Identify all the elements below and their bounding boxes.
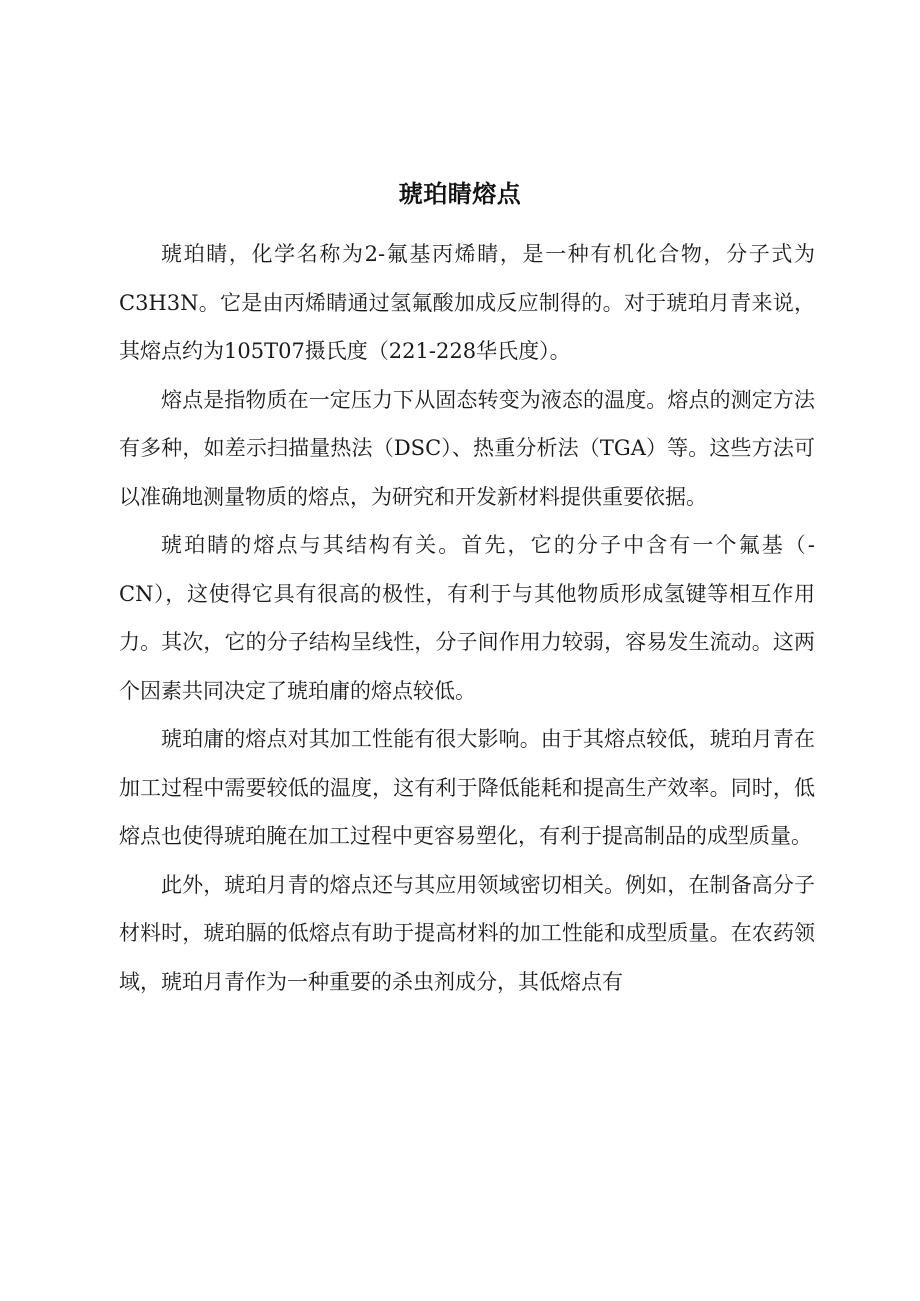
paragraph-5: 此外，琥珀月青的熔点还与其应用领域密切相关。例如，在制备高分子材料时，琥珀膈的低熔点有助于提高材料的加工性能和成型质量。在农药领域，琥珀月青作为一种重要的杀虫剂成分，其低熔点有 xyxy=(119,872,815,994)
paragraph-2: 熔点是指物质在一定压力下从固态转变为液态的温度。熔点的测定方法有多种，如差示扫描量热法（DSC）、热重分析法（TGA）等。这些方法可以准确地测量物质的熔点，为研究和开发新材料提供重要依据。 xyxy=(119,387,815,509)
paragraph-4: 琥珀庸的熔点对其加工性能有很大影响。由于其熔点较低，琥珀月青在加工过程中需要较低的温度，这有利于降低能耗和提高生产效率。同时，低熔点也使得琥珀腌在加工过程中更容易塑化，有利于提高制品的成型质量。 xyxy=(119,727,815,848)
paragraph-1: 琥珀睛，化学名称为2-氟基丙烯睛，是一种有机化合物，分子式为C3H3N。它是由丙烯睛通过氢氟酸加成反应制得的。对于琥珀月青来说，其熔点约为105T07摄氏度（221-228华氏度）。 xyxy=(119,242,815,363)
paragraph-3: 琥珀睛的熔点与其结构有关。首先，它的分子中含有一个氟基（-CN），这使得它具有很高的极性，有利于与其他物质形成氢键等相互作用力。其次，它的分子结构呈线性，分子间作用力较弱，容易发生流动。这两个因素共同决定了琥珀庸的熔点较低。 xyxy=(119,533,815,703)
document-title: 琥珀睛熔点 xyxy=(398,180,522,208)
document-body xyxy=(119,230,815,1006)
